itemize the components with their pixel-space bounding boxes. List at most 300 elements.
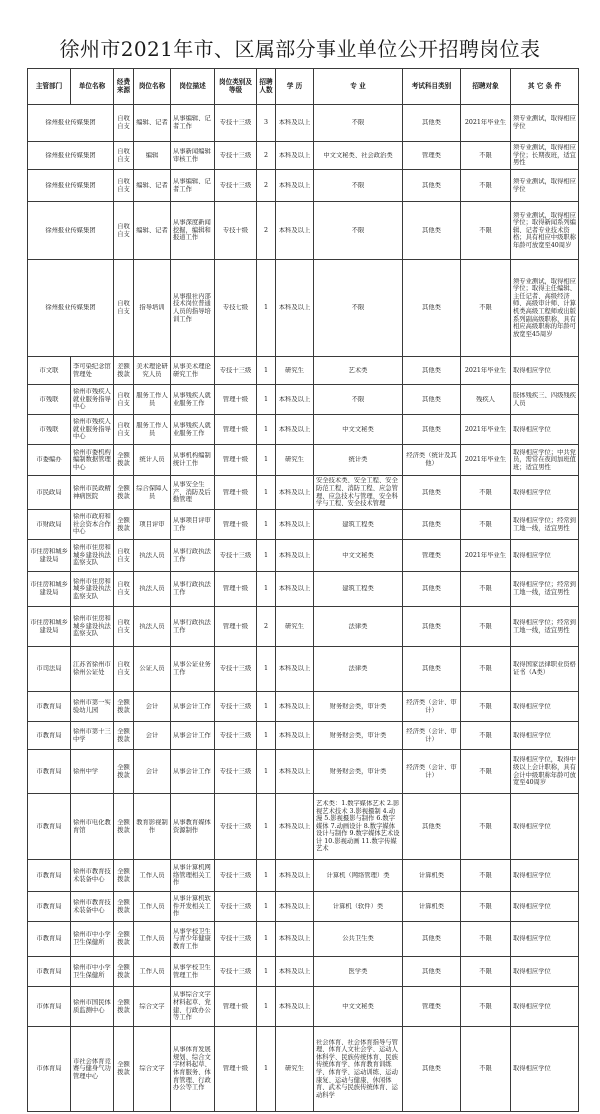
cell-dept xyxy=(28,860,71,892)
cell-edu-text: 本科及以上 xyxy=(278,731,311,739)
cell-desc xyxy=(171,892,215,922)
cell-unit-text: 徐州市政府和社会资本合作中心 xyxy=(73,513,111,536)
cell-major-text: 不限 xyxy=(351,181,365,189)
cell-target-text: 不限 xyxy=(479,1002,492,1010)
cell-other-text: 取得国家法律职业资格证书（A类） xyxy=(513,661,576,676)
cell-count xyxy=(257,957,276,987)
cell-target-text: 2021年毕业生 xyxy=(464,456,507,464)
cell-exam-text: 经济类（统计及其他） xyxy=(406,452,457,467)
cell-dept xyxy=(28,692,71,722)
header-major: 专 业 xyxy=(314,69,403,105)
cell-desc xyxy=(171,607,215,647)
cell-other-text: 须专业测试，取得相应学位；取得主任编辑、主任记者、高级经济师、高级审计师、计算机类高级工程师或出版系列副高级职称，具有相应高级职称的年龄可放宽至45周岁 xyxy=(513,277,576,338)
cell-target xyxy=(461,415,511,445)
cell-exam-text: 经济类（会计、审计） xyxy=(406,698,457,714)
cell-desc xyxy=(171,142,215,170)
cell-post-text: 执法人员 xyxy=(139,622,165,630)
cell-target xyxy=(461,260,511,357)
cell-funding xyxy=(114,510,134,540)
cell-other xyxy=(511,510,579,540)
cell-edu xyxy=(276,385,314,415)
cell-count-text: 1 xyxy=(263,731,268,739)
cell-desc xyxy=(171,260,215,357)
cell-post xyxy=(134,540,171,572)
cell-count xyxy=(257,170,276,202)
cell-desc-text: 从事机构编制统计工作 xyxy=(173,452,211,467)
cell-post xyxy=(134,510,171,540)
cell-target xyxy=(461,105,511,142)
cell-desc-text: 从事残疾人就业服务工作 xyxy=(173,421,211,437)
cell-dept-text: 市残联 xyxy=(39,395,59,403)
cell-grade xyxy=(215,794,257,860)
cell-dept xyxy=(28,922,71,957)
cell-dept-text: 市残联 xyxy=(39,425,59,433)
cell-unit xyxy=(71,445,114,476)
cell-other-text: 取得相应学位 xyxy=(513,1002,551,1010)
page-title: 徐州市2021年市、区属部分事业单位公开招聘岗位表 xyxy=(59,37,541,61)
cell-desc-text: 从事深度新闻挖掘，编辑和报道工作 xyxy=(173,219,211,242)
cell-exam xyxy=(403,415,461,445)
cell-grade xyxy=(215,170,257,202)
header-desc: 岗位描述 xyxy=(171,69,215,105)
cell-unit-text: 徐州市住房和城乡建设执法监察支队 xyxy=(73,615,111,638)
cell-exam xyxy=(403,357,461,385)
cell-funding xyxy=(114,922,134,957)
cell-exam xyxy=(403,572,461,607)
cell-dept xyxy=(28,957,71,987)
table-row xyxy=(28,922,579,957)
cell-count xyxy=(257,385,276,415)
cell-post xyxy=(134,922,171,957)
cell-unit-text: 徐州市中小学卫生保健所 xyxy=(73,931,111,946)
cell-edu xyxy=(276,607,314,647)
cell-unit xyxy=(71,415,114,445)
cell-edu xyxy=(276,860,314,892)
cell-funding-text: 自收自支 xyxy=(117,222,130,238)
cell-edu-text: 研究生 xyxy=(285,366,304,374)
cell-unit-text: 徐州市教育技术装备中心 xyxy=(73,898,111,914)
cell-funding-text: 全额拨款 xyxy=(117,931,130,946)
cell-count-text: 3 xyxy=(263,119,268,127)
cell-edu-text: 本科及以上 xyxy=(278,702,311,710)
cell-exam xyxy=(403,105,461,142)
cell-other xyxy=(511,750,579,794)
cell-desc-text: 从事行政执法工作 xyxy=(173,618,211,634)
cell-desc xyxy=(171,860,215,892)
cell-count xyxy=(257,922,276,957)
cell-dept xyxy=(28,415,71,445)
cell-exam-text: 其他类 xyxy=(422,622,441,630)
cell-post-text: 执法人员 xyxy=(139,551,165,559)
cell-count-text: 1 xyxy=(263,822,268,830)
cell-other-text: 须专业测试，取得相应学位 xyxy=(513,177,576,193)
cell-count xyxy=(257,647,276,692)
cell-desc-text: 从事行政执法工作 xyxy=(173,547,211,563)
cell-target-text: 2021年毕业生 xyxy=(464,551,507,559)
table-row xyxy=(28,260,579,357)
cell-funding-text: 自收自支 xyxy=(117,147,130,163)
cell-unit xyxy=(71,1027,114,1112)
cell-dept-text: 市教育局 xyxy=(36,902,62,910)
cell-dept xyxy=(28,445,71,476)
cell-major xyxy=(314,692,403,722)
cell-exam-text: 其他类 xyxy=(422,304,441,312)
cell-unit-text: 徐州市国民体质监测中心 xyxy=(73,998,111,1014)
cell-dept-text: 市司法局 xyxy=(36,665,62,673)
cell-major-text: 统计类 xyxy=(348,456,368,464)
table-row xyxy=(28,987,579,1027)
cell-count-text: 1 xyxy=(263,902,268,910)
table-row xyxy=(28,476,579,510)
cell-grade xyxy=(215,476,257,510)
cell-major-text: 法律类 xyxy=(348,665,368,673)
cell-exam xyxy=(403,692,461,722)
cell-target xyxy=(461,385,511,415)
cell-unit-text: 徐州市残疾人就业服务指导中心 xyxy=(73,388,111,411)
cell-funding-text: 全额拨款 xyxy=(117,727,130,743)
cell-major xyxy=(314,1027,403,1112)
cell-post-text: 编辑、记者 xyxy=(136,226,168,234)
cell-funding-text: 全额拨款 xyxy=(117,963,130,979)
cell-desc xyxy=(171,385,215,415)
cell-major xyxy=(314,476,403,510)
cell-grade xyxy=(215,385,257,415)
cell-dept-text: 徐州报业传媒集团 xyxy=(45,181,96,189)
cell-major xyxy=(314,922,403,957)
cell-edu xyxy=(276,357,314,385)
cell-grade xyxy=(215,202,257,260)
cell-exam-text: 管理类 xyxy=(422,1002,441,1010)
cell-count xyxy=(257,750,276,794)
cell-count-text: 2 xyxy=(263,181,268,189)
cell-dept xyxy=(28,750,71,794)
cell-major-text: 中文文秘类、社会政治类 xyxy=(323,151,393,159)
cell-post-text: 会计 xyxy=(145,702,159,710)
table-row xyxy=(28,572,579,607)
cell-edu xyxy=(276,922,314,957)
cell-target xyxy=(461,647,511,692)
cell-post xyxy=(134,987,171,1027)
table-row xyxy=(28,607,579,647)
cell-funding-text: 全额拨款 xyxy=(117,484,130,500)
cell-funding-text: 自收自支 xyxy=(117,618,130,634)
cell-desc xyxy=(171,794,215,860)
cell-post xyxy=(134,142,171,170)
cell-unit xyxy=(71,922,114,957)
cell-other xyxy=(511,170,579,202)
cell-unit-text: 李可染纪念馆管理处 xyxy=(73,362,111,378)
cell-desc xyxy=(171,540,215,572)
cell-grade xyxy=(215,415,257,445)
cell-funding-text: 全额拨款 xyxy=(117,452,130,467)
cell-funding xyxy=(114,445,134,476)
cell-target xyxy=(461,572,511,607)
cell-count-text: 1 xyxy=(263,702,268,710)
cell-other xyxy=(511,692,579,722)
cell-edu-text: 本科及以上 xyxy=(278,822,311,830)
cell-target xyxy=(461,987,511,1027)
cell-edu-text: 本科及以上 xyxy=(278,767,311,775)
cell-post xyxy=(134,794,171,860)
cell-grade-text: 专技十三级 xyxy=(219,822,252,830)
table-row xyxy=(28,445,579,476)
cell-exam xyxy=(403,722,461,750)
cell-count xyxy=(257,476,276,510)
cell-count-text: 1 xyxy=(263,425,268,433)
cell-target xyxy=(461,170,511,202)
cell-count xyxy=(257,510,276,540)
cell-grade-text: 管理十级 xyxy=(222,520,249,528)
cell-major xyxy=(314,385,403,415)
cell-unit xyxy=(71,572,114,607)
header-row xyxy=(28,69,579,105)
cell-target xyxy=(461,142,511,170)
cell-funding xyxy=(114,860,134,892)
header-unit: 单位名称 xyxy=(71,69,114,105)
table-row xyxy=(28,722,579,750)
cell-dept-text: 市教育局 xyxy=(36,935,62,943)
cell-funding xyxy=(114,722,134,750)
cell-major-text: 公共卫生类 xyxy=(342,935,374,943)
cell-funding xyxy=(114,607,134,647)
cell-funding xyxy=(114,692,134,722)
cell-edu-text: 本科及以上 xyxy=(278,119,311,127)
cell-funding xyxy=(114,957,134,987)
cell-edu-text: 本科及以上 xyxy=(278,226,311,234)
cell-other xyxy=(511,572,579,607)
table-row xyxy=(28,415,579,445)
cell-post xyxy=(134,860,171,892)
cell-desc-text: 从事教育媒体资源制作 xyxy=(173,818,211,834)
cell-desc-text: 从事综合文字材料起草、党建、行政办公等工作 xyxy=(173,991,211,1022)
cell-funding-text: 全额拨款 xyxy=(117,998,130,1014)
cell-desc-text: 从事体育发展规划、综合文字材料起草、体育服务、体育管理、行政办公等工作 xyxy=(173,1046,211,1092)
cell-funding-text: 自收自支 xyxy=(117,391,130,407)
cell-dept-text: 市委编办 xyxy=(36,456,62,464)
cell-funding xyxy=(114,750,134,794)
cell-major xyxy=(314,415,403,445)
cell-target-text: 2021年毕业生 xyxy=(464,425,507,433)
cell-major xyxy=(314,987,403,1027)
cell-target xyxy=(461,860,511,892)
cell-target-text: 不限 xyxy=(479,304,492,312)
cell-major-text: 不限 xyxy=(351,304,365,312)
cell-other-text: 取得相应学位 xyxy=(513,731,551,739)
cell-desc xyxy=(171,957,215,987)
cell-grade xyxy=(215,572,257,607)
cell-major xyxy=(314,722,403,750)
cell-count-text: 1 xyxy=(263,551,268,559)
cell-other-text: 取得相应学位 xyxy=(513,702,551,710)
cell-major-text: 财务财会类，审计类 xyxy=(329,767,387,775)
cell-unit xyxy=(71,357,114,385)
cell-grade xyxy=(215,957,257,987)
cell-grade xyxy=(215,105,257,142)
cell-major-text: 不限 xyxy=(351,119,365,127)
cell-count xyxy=(257,987,276,1027)
cell-major-text: 财务财会类，审计类 xyxy=(329,731,387,739)
table-row xyxy=(28,202,579,260)
cell-post-text: 编辑、记者 xyxy=(136,181,168,189)
cell-dept-text: 市教育局 xyxy=(36,822,62,830)
cell-exam xyxy=(403,170,461,202)
cell-post xyxy=(134,170,171,202)
cell-other-text: 肢体残疾三、四级残疾人员 xyxy=(513,391,576,407)
cell-other-text: 取得相应学位 xyxy=(513,551,551,559)
cell-desc-text: 从事计算机软件开发相关工作 xyxy=(173,895,211,918)
cell-major-text: 社会体育、社会体育指导与管理、体育人文社会学、运动人体科学、民族传统体育、民族传统体育学、体育教育训练学、体育学、运动训练、运动康复、运动与健康、休闲体育、武术与民族传统体育、运动科学 xyxy=(316,1038,398,1099)
cell-desc xyxy=(171,476,215,510)
cell-unit xyxy=(71,607,114,647)
cell-edu-text: 本科及以上 xyxy=(278,520,311,528)
cell-dept xyxy=(28,510,71,540)
cell-edu xyxy=(276,445,314,476)
cell-post-text: 工作人员 xyxy=(139,902,165,910)
cell-post-text: 教育影视制作 xyxy=(136,818,168,834)
cell-desc xyxy=(171,445,215,476)
cell-target-text: 不限 xyxy=(479,935,492,943)
cell-dept-text: 徐州报业传媒集团 xyxy=(45,304,96,312)
cell-target-text: 不限 xyxy=(479,822,492,830)
cell-desc-text: 从事会计工作 xyxy=(173,767,211,775)
table-row xyxy=(28,142,579,170)
cell-unit xyxy=(71,860,114,892)
cell-edu-text: 本科及以上 xyxy=(278,902,311,910)
cell-grade-text: 管理十级 xyxy=(222,585,249,593)
cell-edu-text: 本科及以上 xyxy=(278,585,311,593)
cell-grade xyxy=(215,692,257,722)
cell-edu xyxy=(276,572,314,607)
cell-count-text: 1 xyxy=(263,935,268,943)
table-row xyxy=(28,510,579,540)
cell-unit-text: 徐州市委机构编制数据管理中心 xyxy=(73,448,111,471)
cell-exam xyxy=(403,922,461,957)
cell-other xyxy=(511,860,579,892)
cell-other xyxy=(511,722,579,750)
cell-major xyxy=(314,794,403,860)
cell-exam xyxy=(403,510,461,540)
cell-grade-text: 专技十三级 xyxy=(219,551,252,559)
cell-desc-text: 从事学校卫生与青少年健康教育工作 xyxy=(173,927,211,950)
cell-edu xyxy=(276,510,314,540)
cell-edu-text: 本科及以上 xyxy=(278,304,311,312)
cell-exam xyxy=(403,142,461,170)
cell-exam-text: 经济类（会计、审计） xyxy=(406,763,457,779)
cell-exam xyxy=(403,892,461,922)
cell-edu xyxy=(276,722,314,750)
cell-grade xyxy=(215,1027,257,1112)
cell-grade-text: 专技十三级 xyxy=(219,935,252,943)
cell-grade xyxy=(215,357,257,385)
cell-exam-text: 其他类 xyxy=(422,935,441,943)
cell-target xyxy=(461,476,511,510)
table-row xyxy=(28,957,579,987)
cell-funding-text: 全额拨款 xyxy=(117,898,130,914)
cell-unit xyxy=(71,794,114,860)
cell-exam-text: 其他类 xyxy=(422,488,441,496)
cell-count-text: 1 xyxy=(263,395,268,403)
table-row xyxy=(28,170,579,202)
cell-exam xyxy=(403,540,461,572)
cell-post xyxy=(134,357,171,385)
cell-other-text: 取得相应学位 xyxy=(513,1065,551,1073)
cell-post-text: 项目评审 xyxy=(139,520,165,528)
cell-funding-text: 自收自支 xyxy=(117,661,130,676)
cell-funding-text: 全额拨款 xyxy=(117,818,130,834)
cell-desc xyxy=(171,1027,215,1112)
cell-major-text: 法律类 xyxy=(348,622,368,630)
cell-dept xyxy=(28,722,71,750)
cell-dept xyxy=(28,607,71,647)
cell-post xyxy=(134,892,171,922)
cell-dept-text: 市教育局 xyxy=(36,731,62,739)
table-row xyxy=(28,892,579,922)
cell-dept-text: 市财政局 xyxy=(36,520,62,528)
table-row xyxy=(28,540,579,572)
cell-exam-text: 其他类 xyxy=(422,822,441,830)
cell-unit-text: 徐州市第十三中学 xyxy=(73,727,111,743)
cell-other xyxy=(511,1027,579,1112)
cell-exam xyxy=(403,647,461,692)
cell-post-text: 综合文字 xyxy=(139,1002,165,1010)
cell-edu xyxy=(276,142,314,170)
cell-major-text: 中文文秘类 xyxy=(342,551,374,559)
cell-grade xyxy=(215,892,257,922)
cell-grade-text: 管理十级 xyxy=(222,622,249,630)
cell-exam-text: 其他类 xyxy=(422,665,441,673)
header-other: 其 它 条 件 xyxy=(511,69,579,105)
cell-funding-text: 自收自支 xyxy=(117,115,130,130)
cell-post-text: 综合文字 xyxy=(139,1065,165,1073)
table-row xyxy=(28,385,579,415)
cell-desc xyxy=(171,692,215,722)
cell-funding xyxy=(114,476,134,510)
cell-unit xyxy=(71,510,114,540)
cell-post xyxy=(134,722,171,750)
cell-post-text: 执法人员 xyxy=(139,585,165,593)
cell-dept-text: 市住房和城乡建设局 xyxy=(30,547,68,563)
cell-other-text: 取得相应学位 xyxy=(513,967,551,975)
cell-exam-text: 其他类 xyxy=(422,395,441,403)
cell-unit-text: 市社会体育竞赛与健身气功管理中心 xyxy=(73,1057,111,1080)
cell-major-text: 财务财会类，审计类 xyxy=(329,702,387,710)
cell-major-text: 计算机（软件）类 xyxy=(332,902,384,910)
cell-edu-text: 本科及以上 xyxy=(278,665,311,673)
cell-grade xyxy=(215,607,257,647)
cell-desc-text: 从事新闻编辑审核工作 xyxy=(173,147,211,163)
cell-unit xyxy=(71,892,114,922)
cell-target xyxy=(461,892,511,922)
cell-other xyxy=(511,647,579,692)
cell-target xyxy=(461,957,511,987)
cell-exam-text: 管理类 xyxy=(422,151,441,159)
cell-edu-text: 本科及以上 xyxy=(278,871,311,879)
cell-dept xyxy=(28,892,71,922)
header-grade: 岗位类别及等级 xyxy=(215,69,257,105)
cell-grade-text: 专技十三级 xyxy=(219,702,252,710)
cell-dept xyxy=(28,260,114,357)
cell-major xyxy=(314,510,403,540)
cell-target-text: 不限 xyxy=(479,1065,492,1073)
cell-target-text: 不限 xyxy=(479,226,492,234)
cell-dept-text: 市住房和城乡建设局 xyxy=(30,581,68,596)
cell-grade-text: 专技十三级 xyxy=(219,665,252,673)
cell-funding xyxy=(114,647,134,692)
cell-count xyxy=(257,445,276,476)
cell-exam-text: 其他类 xyxy=(422,226,441,234)
cell-other xyxy=(511,385,579,415)
cell-major-text: 不限 xyxy=(351,226,365,234)
